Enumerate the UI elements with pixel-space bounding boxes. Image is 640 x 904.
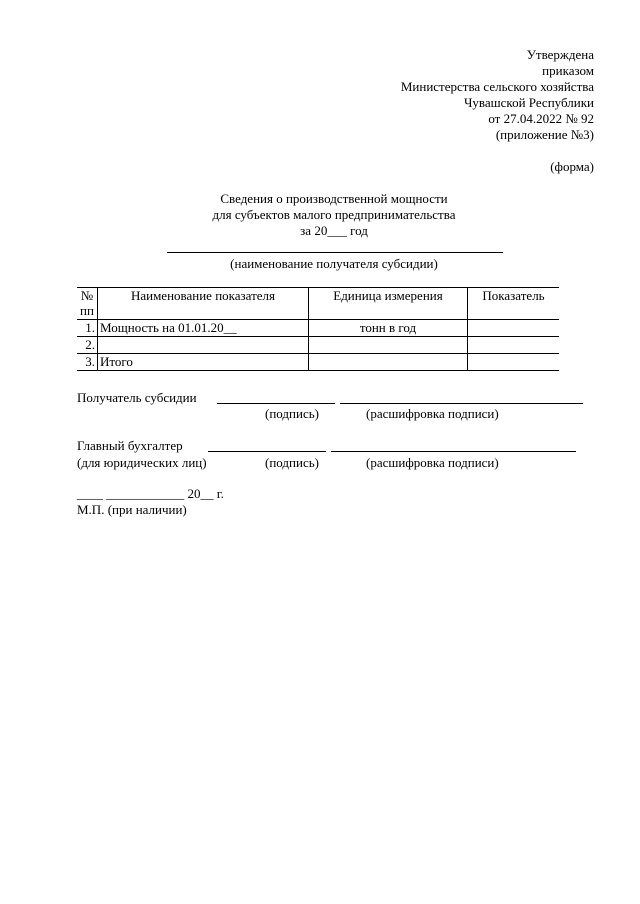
signature-line bbox=[217, 403, 335, 404]
header-value: Показатель bbox=[468, 288, 560, 320]
recipient-label: Получатель субсидии bbox=[77, 390, 197, 405]
row-num: 2. bbox=[77, 337, 98, 354]
row-value bbox=[468, 337, 560, 354]
table-row bbox=[77, 320, 559, 337]
stamp-label: М.П. (при наличии) bbox=[77, 502, 187, 517]
row-name bbox=[98, 337, 309, 354]
row-num: 1. bbox=[77, 320, 98, 337]
table-header-row bbox=[77, 288, 559, 320]
approval-line: от 27.04.2022 № 92 bbox=[488, 111, 594, 126]
row-unit bbox=[309, 337, 468, 354]
approval-line: (приложение №3) bbox=[495, 127, 594, 142]
row-value bbox=[468, 320, 560, 337]
decode-caption: (расшифровка подписи) bbox=[366, 455, 499, 470]
row-unit bbox=[309, 354, 468, 371]
header-num bbox=[77, 288, 98, 320]
accountant-sublabel: (для юридических лиц) bbox=[77, 455, 207, 470]
form-label: (форма) bbox=[550, 159, 594, 174]
signature-caption: (подпись) bbox=[265, 455, 319, 470]
table-row bbox=[77, 337, 559, 354]
row-num: 3. bbox=[77, 354, 98, 371]
header-num-line: пп bbox=[80, 303, 94, 318]
approval-line: приказом bbox=[542, 63, 594, 78]
row-unit: тонн в год bbox=[309, 320, 468, 337]
decode-line bbox=[340, 403, 583, 404]
decode-line bbox=[331, 451, 576, 452]
header-name: Наименование показателя bbox=[98, 288, 309, 320]
title-line: для субъектов малого предпринимательства bbox=[212, 207, 456, 222]
title-line: Сведения о производственной мощности bbox=[220, 191, 448, 206]
approval-line: Чувашской Республики bbox=[463, 95, 594, 110]
indicators-table bbox=[77, 287, 559, 371]
title-line: за 20___ год bbox=[300, 223, 368, 238]
signature-line bbox=[208, 451, 326, 452]
header-unit: Единица измерения bbox=[309, 288, 468, 320]
approval-line: Министерства сельского хозяйства bbox=[400, 79, 594, 94]
approval-line: Утверждена bbox=[526, 47, 594, 62]
table-row bbox=[77, 354, 559, 371]
decode-caption: (расшифровка подписи) bbox=[366, 406, 499, 421]
row-name: Итого bbox=[98, 354, 309, 371]
accountant-label: Главный бухгалтер bbox=[77, 438, 183, 453]
recipient-name-line bbox=[167, 252, 503, 253]
row-value bbox=[468, 354, 560, 371]
row-name: Мощность на 01.01.20__ bbox=[98, 320, 309, 337]
signature-caption: (подпись) bbox=[265, 406, 319, 421]
header-num-line: № bbox=[80, 288, 94, 303]
recipient-caption: (наименование получателя субсидии) bbox=[230, 256, 438, 271]
date-line: ____ ____________ 20__ г. bbox=[77, 486, 224, 501]
